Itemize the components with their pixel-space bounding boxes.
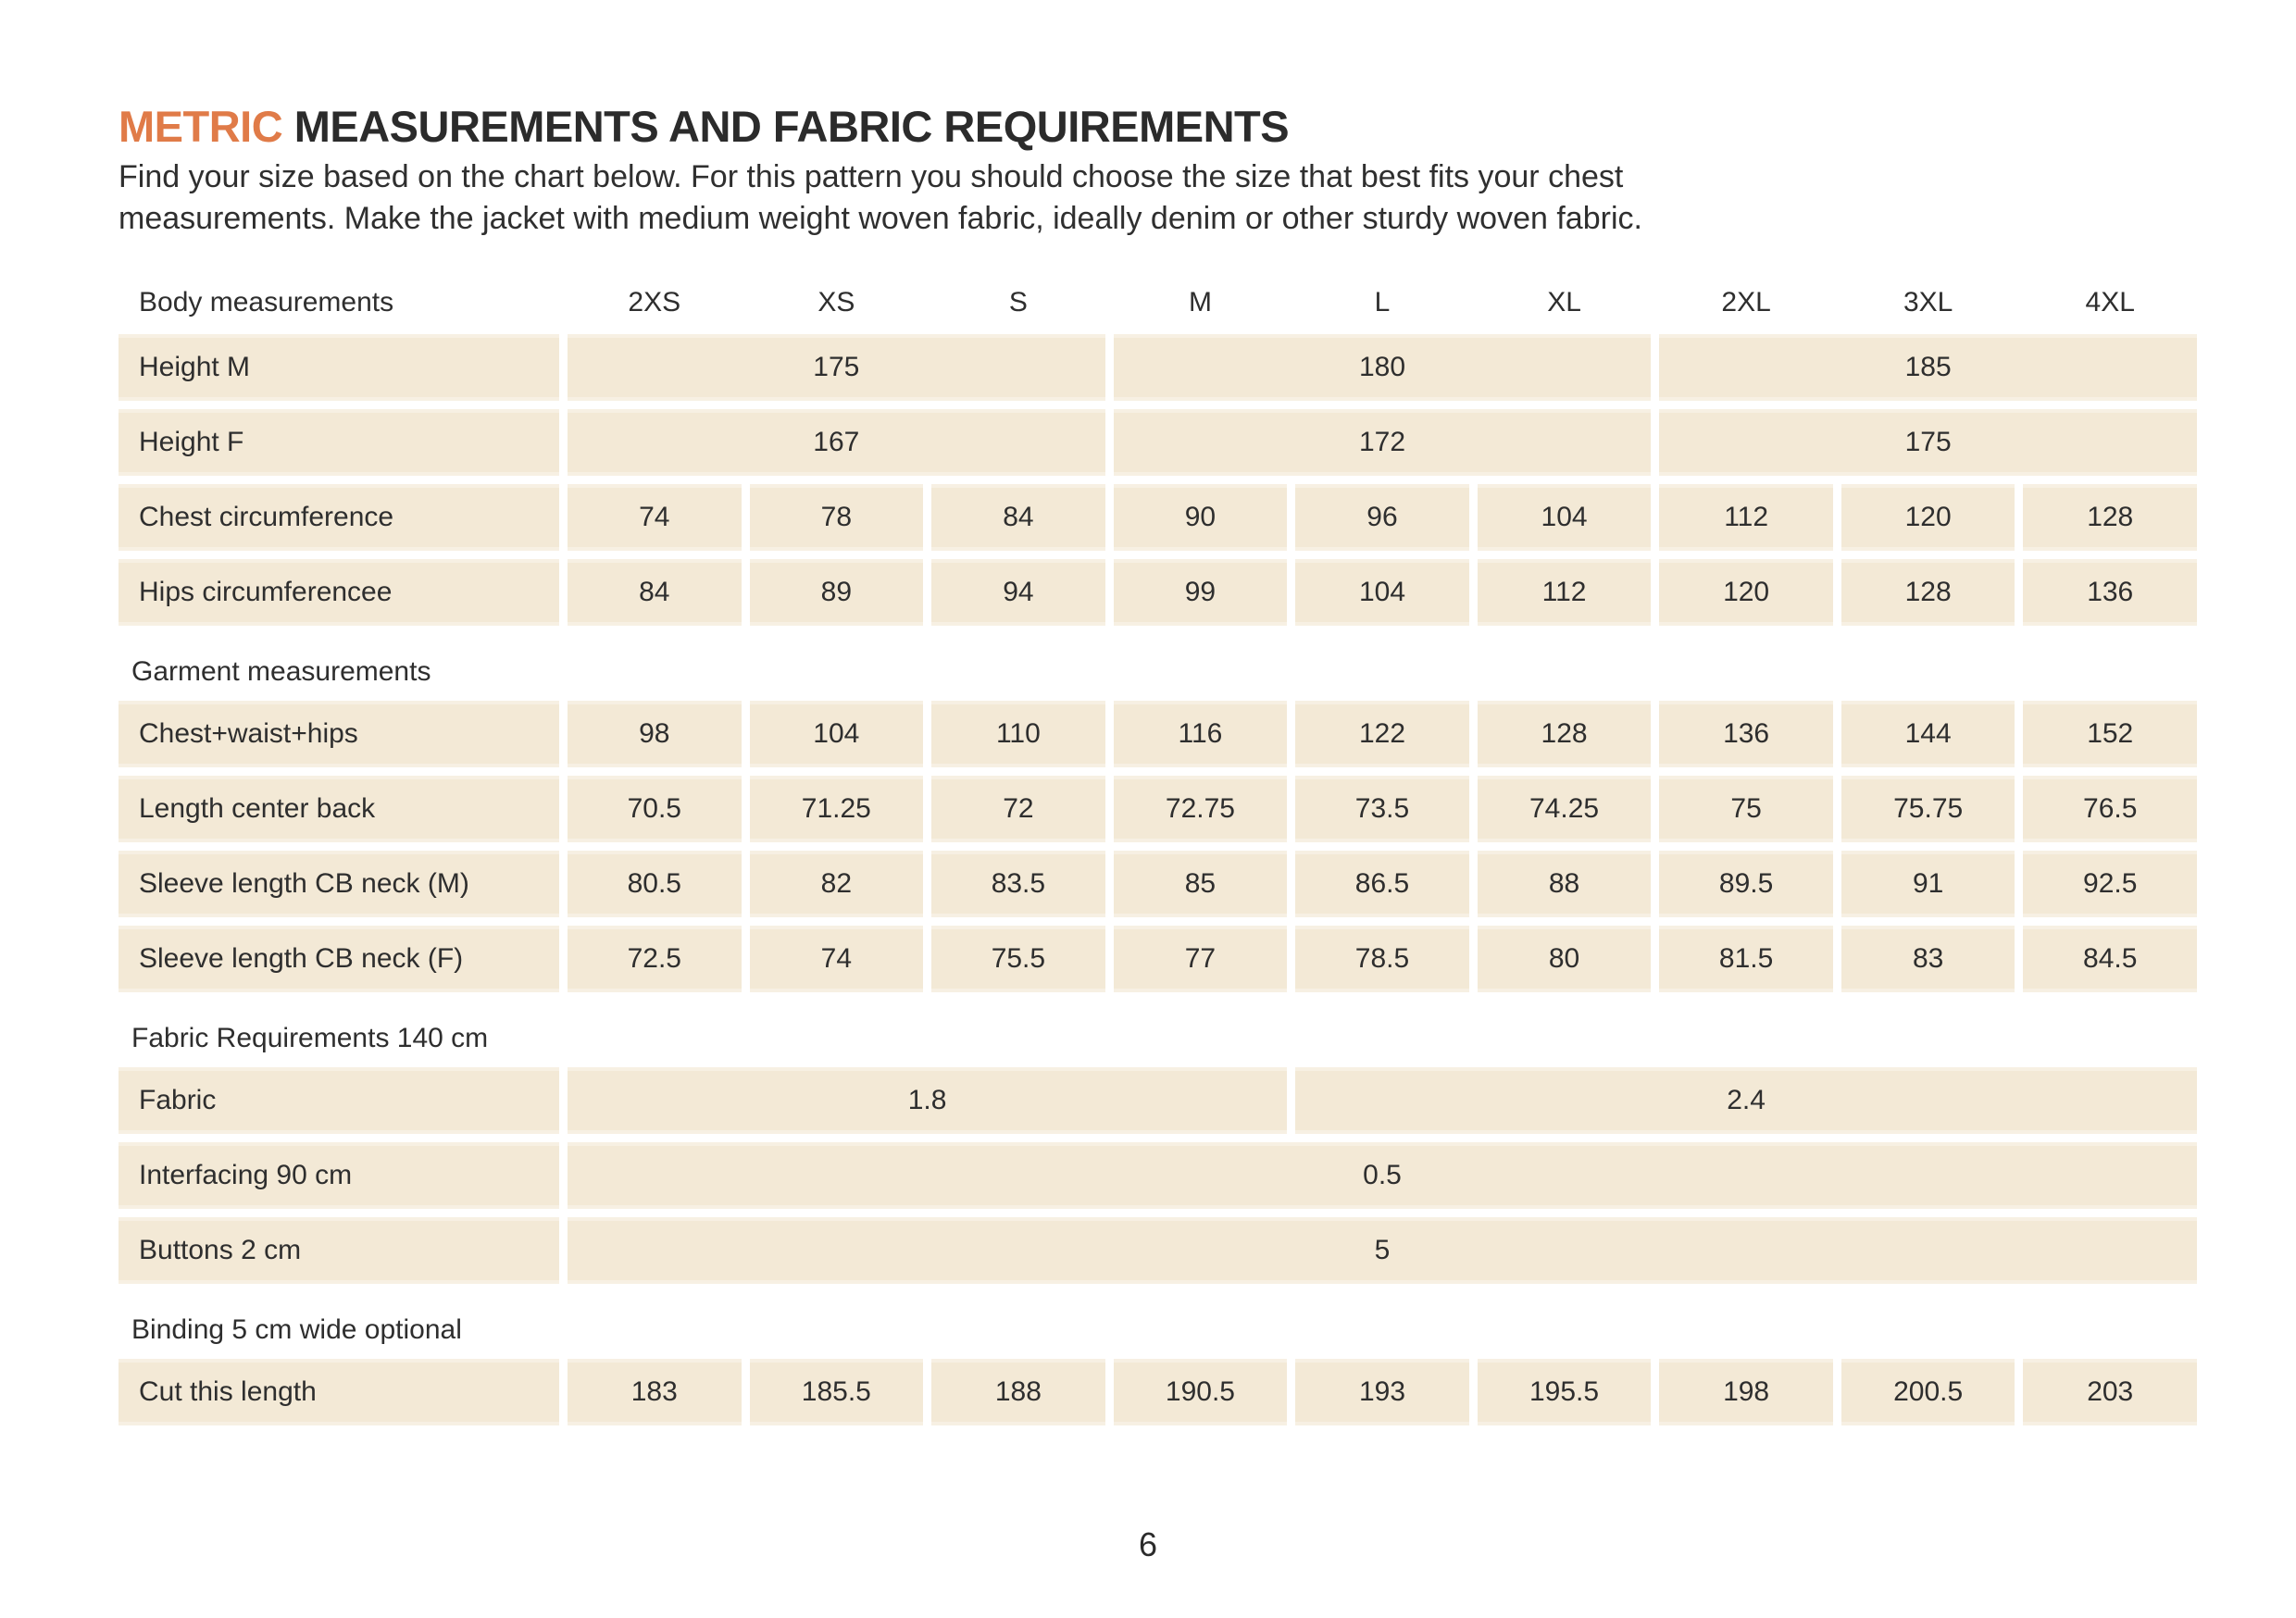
value-cell: 200.5 [1841, 1359, 2015, 1425]
intro-paragraph [119, 156, 2197, 240]
value-cell: 81.5 [1659, 926, 1833, 992]
value-cell: 91 [1841, 851, 2015, 917]
size-col-m: M [1188, 287, 1212, 318]
page-title-rest: MEASUREMENTS AND FABRIC REQUIREMENTS [282, 102, 1290, 151]
table-row [119, 926, 2197, 992]
section-label: Fabric Requirements 140 cm [131, 1023, 489, 1054]
intro-line-2: measurements. Make the jacket with medium weight woven fabric, ideally denim or other sturdy woven fabric. [119, 200, 1642, 236]
value-cell: 72 [931, 776, 1105, 842]
value-cell: 75.5 [931, 926, 1105, 992]
value-cell: 94 [931, 559, 1105, 626]
row-label: Sleeve length CB neck (F) [119, 926, 559, 992]
value-cell: 190.5 [1114, 1359, 1288, 1425]
value-cell: 167 [568, 409, 1105, 476]
value-cell: 72.5 [568, 926, 742, 992]
table-row [119, 409, 2197, 476]
size-col-xl: XL [1547, 287, 1581, 318]
value-cell: 71.25 [750, 776, 924, 842]
value-cell: 2.4 [1295, 1067, 2197, 1134]
value-cell: 104 [750, 701, 924, 767]
value-cell: 112 [1659, 484, 1833, 551]
value-cell: 72.75 [1114, 776, 1288, 842]
value-cell: 172 [1114, 409, 1652, 476]
size-col-s: S [1008, 287, 1028, 318]
value-cell: 85 [1114, 851, 1288, 917]
table-row [119, 1067, 2197, 1134]
value-cell: 144 [1841, 701, 2015, 767]
page-title-highlight: METRIC [119, 102, 283, 151]
value-cell: 75.75 [1841, 776, 2015, 842]
size-col-3xl: 3XL [1903, 287, 1953, 318]
value-cell: 83 [1841, 926, 2015, 992]
row-label: Length center back [119, 776, 559, 842]
value-cell: 78.5 [1295, 926, 1469, 992]
value-cell: 78 [750, 484, 924, 551]
value-cell: 120 [1659, 559, 1833, 626]
row-label: Interfacing 90 cm [119, 1142, 559, 1209]
value-cell: 183 [568, 1359, 742, 1425]
value-cell: 175 [1659, 409, 2197, 476]
value-cell: 89.5 [1659, 851, 1833, 917]
value-cell: 0.5 [568, 1142, 2197, 1209]
value-cell: 104 [1295, 559, 1469, 626]
row-label: Buttons 2 cm [119, 1217, 559, 1284]
row-label: Fabric [119, 1067, 559, 1134]
value-cell: 89 [750, 559, 924, 626]
value-cell: 84 [568, 559, 742, 626]
value-cell: 70.5 [568, 776, 742, 842]
page-number: 6 [1138, 1525, 1158, 1563]
value-cell: 122 [1295, 701, 1469, 767]
value-cell: 104 [1478, 484, 1652, 551]
value-cell: 188 [931, 1359, 1105, 1425]
size-col-2xs: 2XS [628, 287, 681, 318]
size-col-xs: XS [817, 287, 855, 318]
intro-line-1: Find your size based on the chart below. For this pattern you should choose the size that best fits your chest [119, 158, 1624, 194]
value-cell: 73.5 [1295, 776, 1469, 842]
row-label: Cut this length [119, 1359, 559, 1425]
value-cell: 198 [1659, 1359, 1833, 1425]
value-cell: 74 [568, 484, 742, 551]
value-cell: 175 [568, 334, 1105, 401]
row-label: Sleeve length CB neck (M) [119, 851, 559, 917]
table-row [119, 851, 2197, 917]
table-row [119, 1142, 2197, 1209]
row-label: Height F [119, 409, 559, 476]
row-label: Height M [119, 334, 559, 401]
value-cell: 92.5 [2023, 851, 2197, 917]
value-cell: 80 [1478, 926, 1652, 992]
value-cell: 96 [1295, 484, 1469, 551]
value-cell: 185.5 [750, 1359, 924, 1425]
row-label: Hips circumferencee [119, 559, 559, 626]
value-cell: 152 [2023, 701, 2197, 767]
value-cell: 1.8 [568, 1067, 1287, 1134]
value-cell: 185 [1659, 334, 2197, 401]
value-cell: 98 [568, 701, 742, 767]
value-cell: 99 [1114, 559, 1288, 626]
table-row [119, 1359, 2197, 1425]
value-cell: 195.5 [1478, 1359, 1652, 1425]
table-row [119, 776, 2197, 842]
value-cell: 84.5 [2023, 926, 2197, 992]
value-cell: 80.5 [568, 851, 742, 917]
value-cell: 136 [2023, 559, 2197, 626]
section-label: Binding 5 cm wide optional [131, 1314, 462, 1346]
table-row [119, 334, 2197, 401]
value-cell: 5 [568, 1217, 2197, 1284]
value-cell: 203 [2023, 1359, 2197, 1425]
measurement-table-rows [119, 334, 2197, 1434]
row-label: Chest+waist+hips [119, 701, 559, 767]
value-cell: 128 [2023, 484, 2197, 551]
table-row [119, 701, 2197, 767]
value-cell: 110 [931, 701, 1105, 767]
page-title [119, 104, 2197, 151]
value-cell: 75 [1659, 776, 1833, 842]
value-cell: 76.5 [2023, 776, 2197, 842]
value-cell: 116 [1114, 701, 1288, 767]
size-col-4xl: 4XL [2085, 287, 2135, 318]
value-cell: 193 [1295, 1359, 1469, 1425]
table-row [119, 1217, 2197, 1284]
value-cell: 128 [1841, 559, 2015, 626]
value-cell: 136 [1659, 701, 1833, 767]
value-cell: 90 [1114, 484, 1288, 551]
value-cell: 112 [1478, 559, 1652, 626]
value-cell: 77 [1114, 926, 1288, 992]
value-cell: 88 [1478, 851, 1652, 917]
size-header-row [119, 282, 2197, 323]
value-cell: 84 [931, 484, 1105, 551]
value-cell: 86.5 [1295, 851, 1469, 917]
body-measurements-header: Body measurements [139, 287, 394, 318]
table-row [119, 559, 2197, 626]
value-cell: 120 [1841, 484, 2015, 551]
value-cell: 74.25 [1478, 776, 1652, 842]
row-label: Chest circumference [119, 484, 559, 551]
measurement-table [119, 282, 2197, 1434]
section-label: Garment measurements [131, 656, 431, 688]
size-col-l: L [1374, 287, 1391, 318]
value-cell: 128 [1478, 701, 1652, 767]
value-cell: 74 [750, 926, 924, 992]
value-cell: 83.5 [931, 851, 1105, 917]
value-cell: 82 [750, 851, 924, 917]
value-cell: 180 [1114, 334, 1652, 401]
size-col-2xl: 2XL [1721, 287, 1771, 318]
table-row [119, 484, 2197, 551]
